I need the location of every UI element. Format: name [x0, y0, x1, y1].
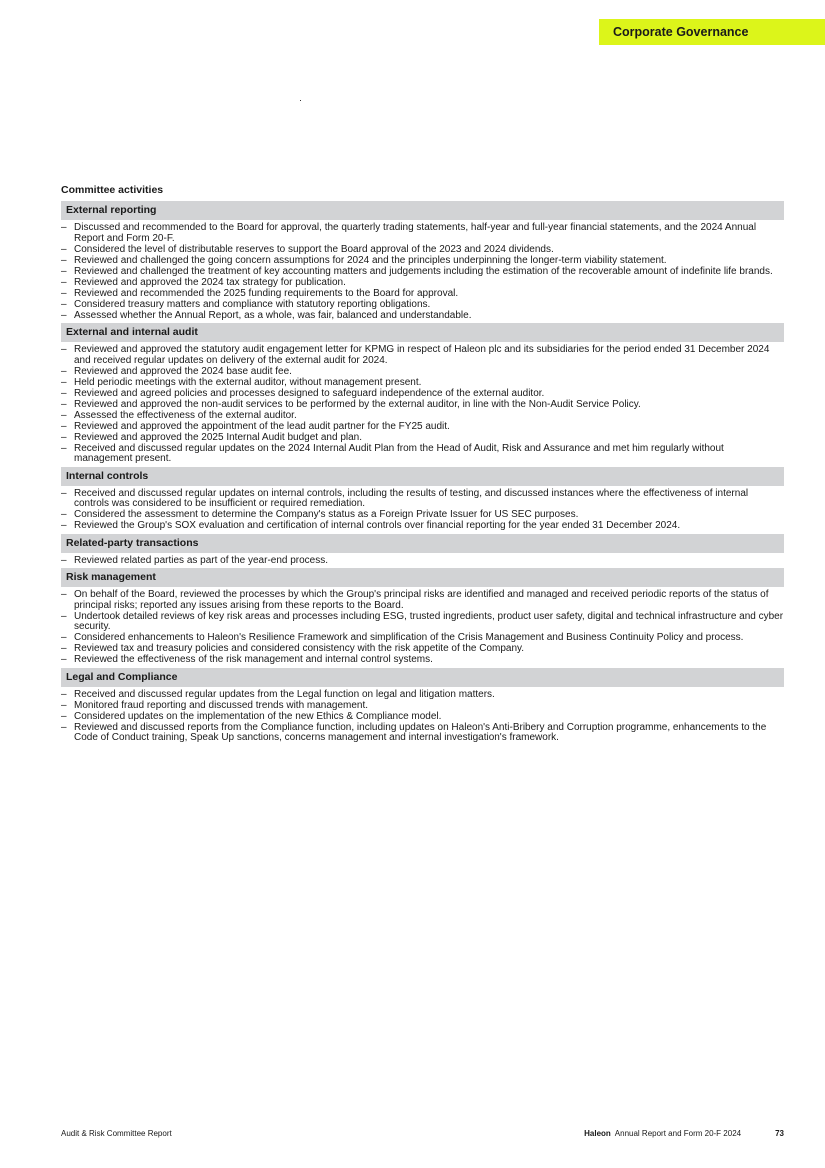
- committee-activities: [61, 183, 784, 746]
- list-item: – Considered treasury matters and compliance with statutory reporting obligations.: [61, 300, 784, 311]
- list-item: – Reviewed and challenged the treatment of key accounting matters and judgements including the estimation of the recoverable amount of indefinite life brands.: [61, 267, 784, 278]
- list-item: – Reviewed and approved the 2024 base audit fee.: [61, 367, 784, 378]
- list-item: – Reviewed related parties as part of the year-end process.: [61, 556, 784, 567]
- section-list: [61, 345, 784, 465]
- list-item: – Reviewed and recommended the 2025 funding requirements to the Board for approval.: [61, 289, 784, 300]
- section-heading: Legal and Compliance: [61, 668, 784, 687]
- list-item: – Monitored fraud reporting and discussed trends with management.: [61, 701, 784, 712]
- list-item: – Reviewed and agreed policies and processes designed to safeguard independence of the external auditor.: [61, 389, 784, 400]
- section-heading: Related-party transactions: [61, 534, 784, 553]
- list-item: – On behalf of the Board, reviewed the processes by which the Group's principal risks are identified and managed and received periodic reports of the status of principal risks; reported any issues arising from these reports to the Board.: [61, 590, 784, 611]
- section-list: [61, 690, 784, 744]
- section-list: [61, 223, 784, 321]
- footer-publication: [584, 1129, 784, 1139]
- list-item: – Reviewed and discussed reports from the Compliance function, including updates on Haleon's Anti-Bribery and Corruption programme, enhancements to the Code of Conduct training, Speak Up sanctions, concerns management and internal investigation's framework.: [61, 723, 784, 744]
- section-heading: Internal controls: [61, 467, 784, 486]
- list-item: – Received and discussed regular updates on internal controls, including the results of testing, and discussed instances where the effectiveness of internal controls was considered to be insufficient or required remediation.: [61, 489, 784, 510]
- section-heading: Risk management: [61, 568, 784, 587]
- footer-publication-title: Annual Report and Form 20-F 2024: [614, 1129, 742, 1138]
- list-item: – Considered updates on the implementation of the new Ethics & Compliance model.: [61, 712, 784, 723]
- section-heading: External and internal audit: [61, 323, 784, 342]
- section-list: [61, 556, 784, 567]
- list-item: – Reviewed and approved the statutory audit engagement letter for KPMG in respect of Haleon plc and its subsidiaries for the period ended 31 December 2024 and received regular updates on delivery of the external audit for 2024.: [61, 345, 784, 366]
- list-item: – Considered enhancements to Haleon's Resilience Framework and simplification of the Crisis Management and Business Continuity Policy and process.: [61, 633, 784, 644]
- stray-dot: [300, 100, 301, 101]
- list-item: – Reviewed tax and treasury policies and considered consistency with the risk appetite of the Company.: [61, 644, 784, 655]
- list-item: – Received and discussed regular updates from the Legal function on legal and litigation matters.: [61, 690, 784, 701]
- section-heading: External reporting: [61, 201, 784, 220]
- list-item: – Reviewed and challenged the going concern assumptions for 2024 and the principles underpinning the longer-term viability statement.: [61, 256, 784, 267]
- sections-container: [61, 201, 784, 744]
- list-item: – Reviewed and approved the non-audit services to be performed by the external auditor, in line with the Non-Audit Service Policy.: [61, 400, 784, 411]
- list-item: – Assessed whether the Annual Report, as a whole, was fair, balanced and understandable.: [61, 311, 784, 322]
- list-item: – Reviewed the effectiveness of the risk management and internal control systems.: [61, 655, 784, 666]
- list-item: – Reviewed and approved the appointment of the lead audit partner for the FY25 audit.: [61, 422, 784, 433]
- content-title: Committee activities: [61, 184, 164, 196]
- list-item: – Discussed and recommended to the Board for approval, the quarterly trading statements, half-year and full-year financial statements, and the 2024 Annual Report and Form 20-F.: [61, 223, 784, 244]
- footer-brand: Haleon: [584, 1129, 611, 1138]
- page-number: 73: [775, 1129, 784, 1138]
- section-list: [61, 489, 784, 532]
- list-item: – Held periodic meetings with the external auditor, without management present.: [61, 378, 784, 389]
- list-item: – Reviewed the Group's SOX evaluation and certification of internal controls over financial reporting for the year ended 31 December 2024.: [61, 521, 784, 532]
- list-item: – Undertook detailed reviews of key risk areas and processes including ESG, trusted ingredients, product user safety, digital and technical infrastructure and cyber security.: [61, 612, 784, 633]
- section-tag: Corporate Governance: [599, 19, 825, 45]
- list-item: – Reviewed and approved the 2024 tax strategy for publication.: [61, 278, 784, 289]
- list-item: – Reviewed and approved the 2025 Internal Audit budget and plan.: [61, 433, 784, 444]
- section-list: [61, 590, 784, 666]
- list-item: – Considered the assessment to determine the Company's status as a Foreign Private Issuer for US SEC purposes.: [61, 510, 784, 521]
- list-item: – Received and discussed regular updates on the 2024 Internal Audit Plan from the Head of Audit, Risk and Assurance and met him regularly without management present.: [61, 444, 784, 465]
- footer-section-name: Audit & Risk Committee Report: [61, 1129, 172, 1138]
- list-item: – Considered the level of distributable reserves to support the Board approval of the 2023 and 2024 dividends.: [61, 245, 784, 256]
- list-item: – Assessed the effectiveness of the external auditor.: [61, 411, 784, 422]
